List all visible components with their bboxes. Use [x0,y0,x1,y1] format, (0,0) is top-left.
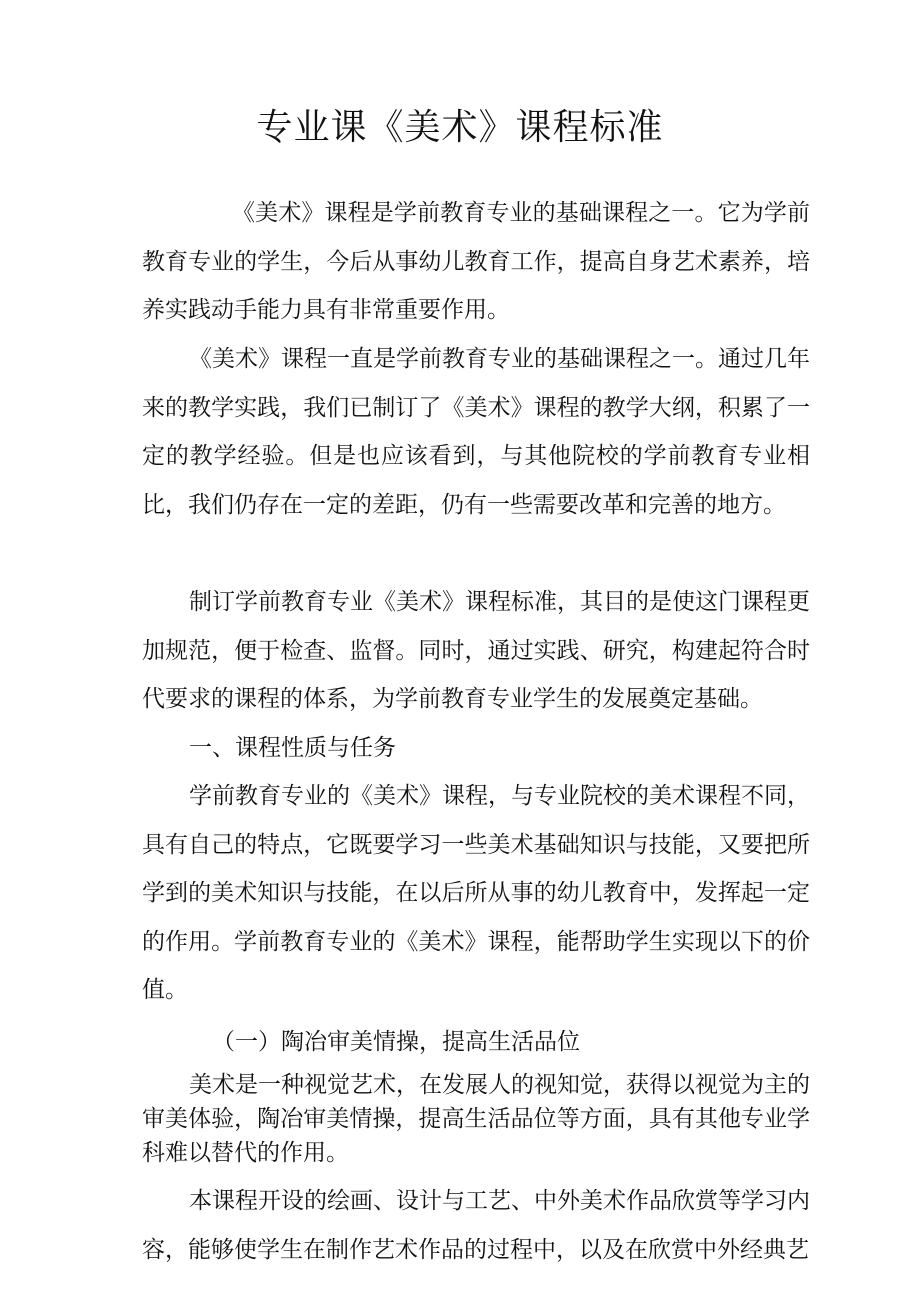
paragraph-visual-art: 美术是一种视觉艺术，在发展人的视知觉，获得以视觉为主的审美体验，陶冶审美情操，提高生活品位等方面，具有其他专业学科难以替代的作用。 [142,1072,810,1166]
paragraph-intro: 《美术》课程是学前教育专业的基础课程之一。它为学前教育专业的学生，今后从事幼儿教育工作，提高自身艺术素养，培养实践动手能力具有非常重要作用。 [142,200,810,323]
paragraph-purpose: 制订学前教育专业《美术》课程标准，其目的是使这门课程更加规范，便于检查、监督。同时，通过实践、研究，构建起符合时代要求的课程的体系，为学前教育专业学生的发展奠定基础。 [142,589,810,712]
subsection-heading-aesthetic: （一）陶冶审美情操，提高生活品位 [212,1029,580,1055]
document-title: 专业课《美术》课程标准 [256,107,664,148]
paragraph-course-nature: 学前教育专业的《美术》课程，与专业院校的美术课程不同，具有自己的特点，它既要学习一些美术基础知识与技能，又要把所学到的美术知识与技能，在以后所从事的幼儿教育中，发挥起一定的作用。学前教育专业的《美术》课程，能帮助学生实现以下的价值。 [142,783,810,1003]
paragraph-course-content: 本课程开设的绘画、设计与工艺、中外美术作品欣赏等学习内容，能够使学生在制作艺术作品的过程中，以及在欣赏中外经典艺 [142,1188,810,1263]
paragraph-background: 《美术》课程一直是学前教育专业的基础课程之一。通过几年来的教学实践，我们已制订了《美术》课程的教学大纲，积累了一定的教学经验。但是也应该看到，与其他院校的学前教育专业相比，我们仍存在一定的差距，仍有一些需要改革和完善的地方。 [142,346,810,518]
section-heading-course-nature: 一、课程性质与任务 [189,735,396,761]
